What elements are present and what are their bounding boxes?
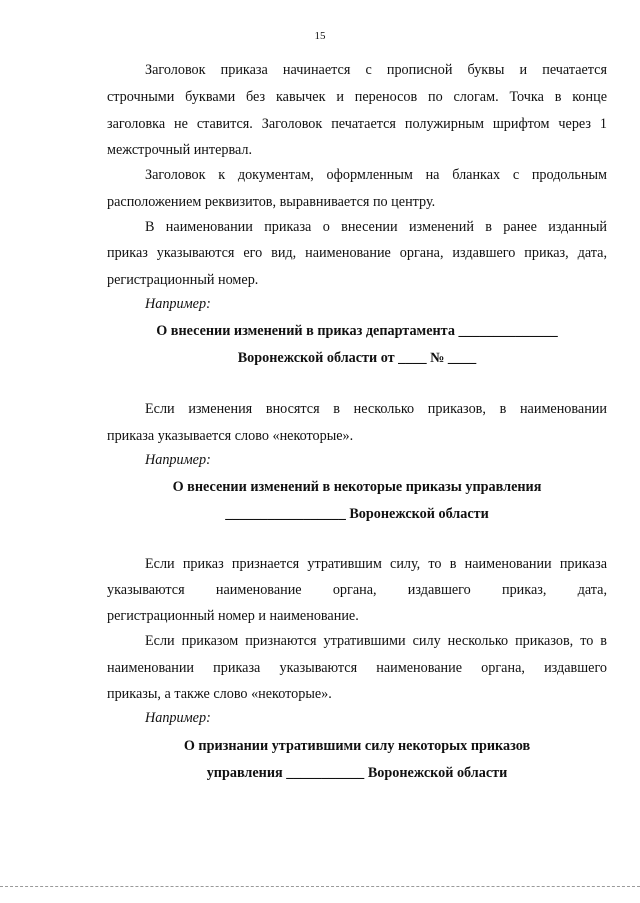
example-label-1: Например: — [145, 296, 211, 312]
example-label-2: Например: — [145, 452, 211, 468]
paragraph-6-line-2: наименовании приказа указываются наименование органа, издавшего — [107, 660, 607, 676]
paragraph-5-line-3: регистрационный номер и наименование. — [107, 608, 359, 624]
paragraph-2-line-2: расположением реквизитов, выравнивается по центру. — [107, 194, 436, 210]
paragraph-5-line-2: указываются наименование органа, издавшего приказ, дата, — [107, 582, 607, 598]
paragraph-3-line-3: регистрационный номер. — [107, 272, 259, 288]
paragraph-6-line-3: приказы, а также слово «некоторые». — [107, 686, 332, 702]
example-3-line-2: управления ___________ Воронежской области — [206, 765, 508, 781]
page-number: 15 — [314, 30, 326, 42]
example-3-line-1: О признании утратившими силу некоторых приказов — [183, 738, 531, 754]
paragraph-1-line-4: межстрочный интервал. — [107, 142, 253, 158]
paragraph-4-line-1: Если изменения вносятся в несколько приказов, в наименовании — [145, 401, 607, 417]
paragraph-6-line-1: Если приказом признаются утратившими силу несколько приказов, то в — [145, 633, 607, 649]
paragraph-1-line-1: Заголовок приказа начинается с прописной буквы и печатается — [145, 62, 607, 78]
paragraph-2-line-1: Заголовок к документам, оформленным на бланках с продольным — [145, 167, 607, 183]
example-2-line-2: _________________ Воронежской области — [225, 506, 489, 522]
paragraph-1-line-2: строчными буквами без кавычек и переносов по слогам. Точка в конце — [107, 89, 607, 105]
paragraph-1-line-3: заголовка не ставится. Заголовок печатается полужирным шрифтом через 1 — [107, 116, 607, 132]
paragraph-3-line-1: В наименовании приказа о внесении изменений в ранее изданный — [145, 219, 607, 235]
example-2-line-1: О внесении изменений в некоторые приказы управления — [172, 479, 542, 495]
paragraph-3-line-2: приказ указываются его вид, наименование органа, издавшего приказ, дата, — [107, 245, 607, 261]
example-label-3: Например: — [145, 710, 211, 726]
example-1-line-1: О внесении изменений в приказ департамента ______________ — [156, 323, 558, 339]
footer-rule — [0, 886, 640, 887]
example-1-line-2: Воронежской области от ____ № ____ — [237, 350, 477, 366]
paragraph-4-line-2: приказа указывается слово «некоторые». — [107, 428, 354, 444]
paragraph-5-line-1: Если приказ признается утратившим силу, то в наименовании приказа — [145, 556, 607, 572]
